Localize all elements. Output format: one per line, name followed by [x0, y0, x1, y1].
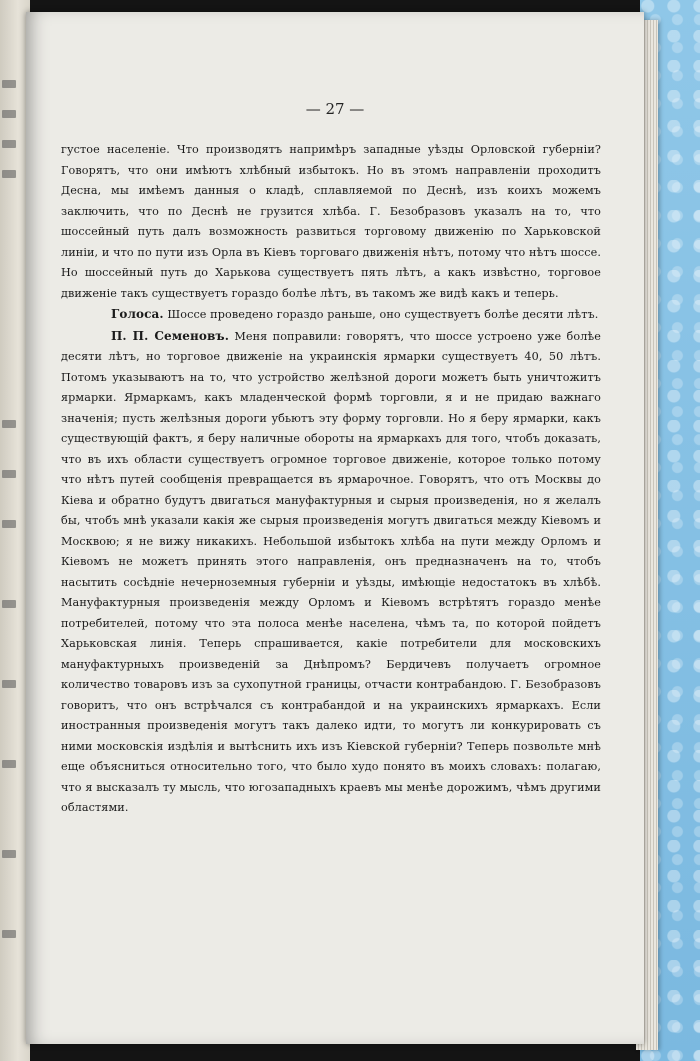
page-text: [61, 140, 601, 819]
page-number: — 27 —: [305, 100, 365, 118]
speaker-voices: Голоса.: [111, 307, 164, 321]
paragraph-1: густое населеніе. Что производятъ напримѣръ западные уѣзды Орловской губерніи? Говорятъ, что они имѣютъ хлѣбный избытокъ. Но въ этомъ направленіи проходитъ Десна, мы имѣемъ данныя о кладѣ, сплавляемой по Деснѣ, изъ коихъ можемъ заключить, что по Деснѣ не грузится хлѣба. Г. Безобразовъ указалъ на то, что шоссейный путь далъ возможность развиться торговому движенію по Харьковской линіи, и что по пути изъ Орла въ Кіевъ торговаго движенія нѣтъ, потому что нѣтъ шоссе. Но шоссейный путь до Харькова существуетъ пять лѣтъ, а какъ извѣстно, торговое движеніе такъ существуетъ гораздо болѣе лѣтъ, въ такомъ же видѣ какъ и теперь.: [61, 143, 601, 300]
paragraph-3-text: Меня поправили: говорятъ, что шоссе устроено уже болѣе десяти лѣтъ, но торговое движеніе на украинскія ярмарки существуетъ 40, 50 лѣтъ. Потомъ указываютъ на то, что устройство желѣзной дороги можетъ быть уничтожитъ ярмарки. Ярмаркамъ, какъ младенческой формѣ торговли, я и не придаю важнаго значенія; пусть желѣзныя дороги убьютъ эту форму торговли. Но я беру ярмарки, какъ существующій фактъ, я беру наличные обороты на ярмаркахъ для того, чтобъ доказать, что въ ихъ области существуетъ огромное торговое движеніе, которое только потому что нѣтъ путей сообщенія превращается въ ярмарочное. Говорятъ, что отъ Москвы до Кіева и обратно будутъ двигаться мануфактурныя и сырыя произведенія, но я желалъ бы, чтобъ мнѣ указали какія же сырыя произведенія могутъ двигаться между Кіевомъ и Москвою; я не вижу никакихъ. Небольшой избытокъ хлѣба на пути между Орломъ и Кіевомъ не можетъ принять этого направленія, онъ предназначенъ на то, чтобъ насытить сосѣдніе нечерноземныя губерніи и уѣзды, имѣющіе недостатокъ въ хлѣбѣ. Мануфактурныя произведенія между Орломъ и Кіевомъ встрѣтятъ гораздо менѣе потребителей, потому что эта полоса менѣе населена, чѣмъ та, по которой пойдетъ Харьковская линія. Теперь спрашивается, какіе потребители для московскихъ мануфактурныхъ произведеній за Днѣпромъ? Бердичевъ получаетъ огромное количество товаровъ изъ за сухопутной границы, отчасти контрабандою. Г. Безобразовъ говоритъ, что онъ встрѣчался съ контрабандой и на украинскихъ ярмаркахъ. Если иностранныя произведенія могутъ такъ далеко идти, то могутъ ли конкурировать съ ними московскія издѣлія и вытѣснить ихъ изъ Кіевской губерніи? Теперь позвольте мнѣ еще объясниться относительно того, что было худо понято въ моихъ словахъ: полагаю, что я высказалъ ту мысль, что югозападныхъ краевъ мы менѣе дорожимъ, чѣмъ другими областями.: [61, 329, 602, 814]
paragraph-2: [61, 304, 601, 326]
paragraph-2-text: Шоссе проведено гораздо раньше, оно существуетъ болѣе десяти лѣтъ.: [167, 308, 599, 321]
paragraph-3: [61, 326, 601, 819]
speaker-semenov: П. П. Семеновъ.: [111, 328, 229, 343]
book-page: [26, 12, 644, 1044]
